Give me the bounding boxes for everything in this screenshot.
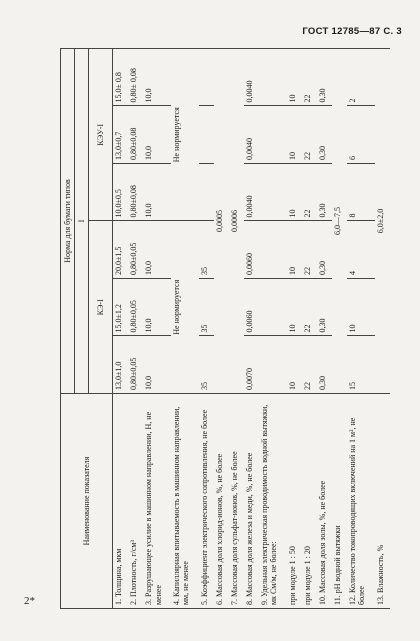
row-value: 6 bbox=[347, 106, 375, 164]
row-value: 0,0040 bbox=[244, 48, 259, 106]
row-value-all: 6,0—7,5 bbox=[332, 48, 347, 393]
row-label: 13. Влажность, % bbox=[375, 394, 390, 609]
row-value bbox=[259, 164, 287, 222]
row-value-all: 0,0005 bbox=[214, 48, 229, 393]
row-value: 0,30 bbox=[317, 279, 332, 337]
row-value: 0,30 bbox=[317, 164, 332, 222]
type-b-header: КЭУ-I bbox=[89, 48, 113, 221]
row-value: 0,30 bbox=[317, 221, 332, 279]
row-label: 10. Массовая доля золы, %, не более bbox=[317, 394, 332, 609]
rotated-table-container bbox=[60, 49, 390, 609]
row-label: 5. Коэффициент электрического сопротивления, не более bbox=[199, 394, 214, 609]
row-value: 22 bbox=[302, 221, 317, 279]
row-label: при модуле 1 : 20 bbox=[302, 394, 317, 609]
row-value-all: 0,0006 bbox=[229, 48, 244, 393]
row-value: 0,0040 bbox=[244, 106, 259, 164]
row-value: 35 bbox=[199, 279, 214, 337]
row-value bbox=[199, 164, 214, 222]
type-a-header: КЭ-I bbox=[89, 221, 113, 394]
row-value: 0,30 bbox=[317, 336, 332, 394]
page-footer: 2* bbox=[24, 595, 35, 607]
table-row bbox=[113, 48, 129, 608]
table-row bbox=[229, 48, 244, 608]
row-value: 10 bbox=[287, 48, 302, 106]
table-row bbox=[143, 48, 171, 608]
row-value: 0,30 bbox=[317, 48, 332, 106]
table-row bbox=[302, 48, 317, 608]
row-value bbox=[259, 279, 287, 337]
row-value bbox=[259, 48, 287, 106]
row-value: 10,0 bbox=[143, 336, 171, 394]
table-row bbox=[375, 48, 390, 608]
row-value: 10 bbox=[287, 221, 302, 279]
row-value: 22 bbox=[302, 279, 317, 337]
table-row bbox=[244, 48, 259, 608]
row-label: 2. Плотность, г/см³ bbox=[128, 394, 143, 609]
row-value: 0,0060 bbox=[244, 221, 259, 279]
row-label: 11. рН водной вытяжки bbox=[332, 394, 347, 609]
row-value: 0,0070 bbox=[244, 336, 259, 394]
row-value: 22 bbox=[302, 48, 317, 106]
row-value: 0,30 bbox=[317, 106, 332, 164]
row-value: 0,80±0,05 bbox=[128, 221, 143, 279]
table-row bbox=[199, 48, 214, 608]
row-label: 8. Массовая доля железа и меди, %, не более bbox=[244, 394, 259, 609]
table-row bbox=[287, 48, 302, 608]
row-value: 10,0 bbox=[143, 48, 171, 106]
row-value: 10,0±0,5 bbox=[113, 164, 129, 222]
row-value: 10,0 bbox=[143, 164, 171, 222]
row-value bbox=[199, 106, 214, 164]
row-value: 22 bbox=[302, 164, 317, 222]
row-value: 10 bbox=[287, 336, 302, 394]
table-row bbox=[317, 48, 332, 608]
row-label: 6. Массовая доля хлорид-ионов, %, не более bbox=[214, 394, 229, 609]
row-label: 1. Толщина, мкм bbox=[113, 394, 129, 609]
row-value: 15,0±1,2 bbox=[113, 279, 129, 337]
row-value-group: Не нормируется bbox=[171, 48, 199, 221]
row-value: 22 bbox=[302, 106, 317, 164]
row-label: 7. Массовая доля сульфат-ионов, %, не более bbox=[229, 394, 244, 609]
row-value: 0,80±0,08 bbox=[128, 106, 143, 164]
row-value bbox=[259, 221, 287, 279]
row-label: 3. Разрушающее усилие в машинном направлении, Н, не менее bbox=[143, 394, 171, 609]
row-value: 15 bbox=[347, 336, 375, 394]
row-value: 10 bbox=[287, 164, 302, 222]
row-value: 2 bbox=[347, 48, 375, 106]
table-body bbox=[113, 48, 391, 608]
table-row bbox=[259, 48, 287, 608]
row-value: 0,0060 bbox=[244, 279, 259, 337]
row-label: 9. Удельная электрическая проводимость водной вытяжки, мк См/м, не более: bbox=[259, 394, 287, 609]
row-value: 0,0040 bbox=[244, 164, 259, 222]
row-value: 0,80±0,08 bbox=[128, 164, 143, 222]
group-header: I bbox=[75, 48, 89, 393]
table-row bbox=[332, 48, 347, 608]
row-value bbox=[259, 336, 287, 394]
row-value: 13,0±0,7 bbox=[113, 106, 129, 164]
row-value: 8 bbox=[347, 164, 375, 222]
page-header: ГОСТ 12785—87 С. 3 bbox=[302, 26, 402, 37]
row-value: 10,0 bbox=[143, 221, 171, 279]
row-value: 0,80±0,05 bbox=[128, 336, 143, 394]
indicator-header: Наименование показателя bbox=[61, 394, 113, 609]
row-value: 35 bbox=[199, 336, 214, 394]
table-row bbox=[128, 48, 143, 608]
norms-table bbox=[60, 48, 390, 609]
row-value: 10,0 bbox=[143, 279, 171, 337]
row-label: 4. Капиллярная впитываемость в машинном направлении, мм, не менее bbox=[171, 394, 199, 609]
row-label: 12. Количество токопроводящих включений на 1 м², не более bbox=[347, 394, 375, 609]
row-value: 15,0± 0,8 bbox=[113, 48, 129, 106]
row-value: 20,0±1,5 bbox=[113, 221, 129, 279]
row-value: 0,80± 0,08 bbox=[128, 48, 143, 106]
table-row bbox=[214, 48, 229, 608]
table-row bbox=[171, 48, 199, 608]
norm-header: Норма для бумаги типов bbox=[61, 48, 75, 393]
row-label: при модуле 1 : 50 bbox=[287, 394, 302, 609]
row-value: 35 bbox=[199, 221, 214, 279]
row-value: 10 bbox=[347, 279, 375, 337]
row-value: 10 bbox=[287, 279, 302, 337]
row-value: 13,0±1,0 bbox=[113, 336, 129, 394]
row-value: 22 bbox=[302, 336, 317, 394]
row-value: 4 bbox=[347, 221, 375, 279]
row-value bbox=[259, 106, 287, 164]
row-value-all: 6,0±2,0 bbox=[375, 48, 390, 393]
table-row bbox=[347, 48, 375, 608]
row-value: 10 bbox=[287, 106, 302, 164]
row-value: 10,0 bbox=[143, 106, 171, 164]
row-value bbox=[199, 48, 214, 106]
row-value-group: Не нормируется bbox=[171, 221, 199, 394]
row-value: 0,80±0,05 bbox=[128, 279, 143, 337]
